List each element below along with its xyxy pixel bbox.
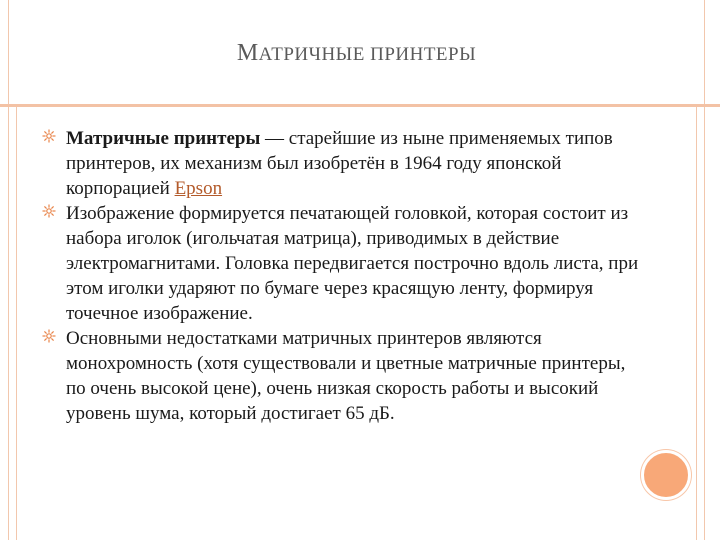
bullet-item-3 [42, 326, 642, 426]
bullet-term: Матричные принтеры [66, 128, 261, 149]
bullet-text: — старейшие из ныне применяемых типов принтеров, их механизм был изобретён в 1964 году японской корпорацией [66, 128, 613, 199]
title-first-letter: М [236, 40, 259, 66]
star-burst-icon [42, 129, 56, 143]
epson-link[interactable]: Epson [174, 178, 223, 199]
title-area [16, 0, 697, 104]
star-burst-icon [42, 329, 56, 343]
bullet-item-1 [42, 126, 642, 201]
title-divider [0, 104, 720, 107]
star-burst-icon [42, 204, 56, 218]
bullet-text: Основными недостатками матричных принтеров являются монохромность (хотя существовали и цветные матричные принтеры, по очень высокой цене), очень низкая скорость работы и высокий уровень шума, который достигает 65 дБ. [66, 328, 626, 424]
bullet-text: Изображение формируется печатающей головкой, которая состоит из набора иголок (игольчатая матрица), приводимых в действие электромагнитами. Головка передвигается построчно вдоль листа, при этом иголки ударяют по бумаге через красящую ленту, формируя точечное изображение. [66, 203, 639, 324]
bullet-item-2 [42, 201, 642, 326]
accent-circle [641, 450, 691, 500]
slide-content [42, 126, 642, 426]
slide-title [16, 40, 697, 67]
title-rest: АТРИЧНЫЕ ПРИНТЕРЫ [258, 44, 477, 65]
bullet-list [42, 126, 642, 426]
